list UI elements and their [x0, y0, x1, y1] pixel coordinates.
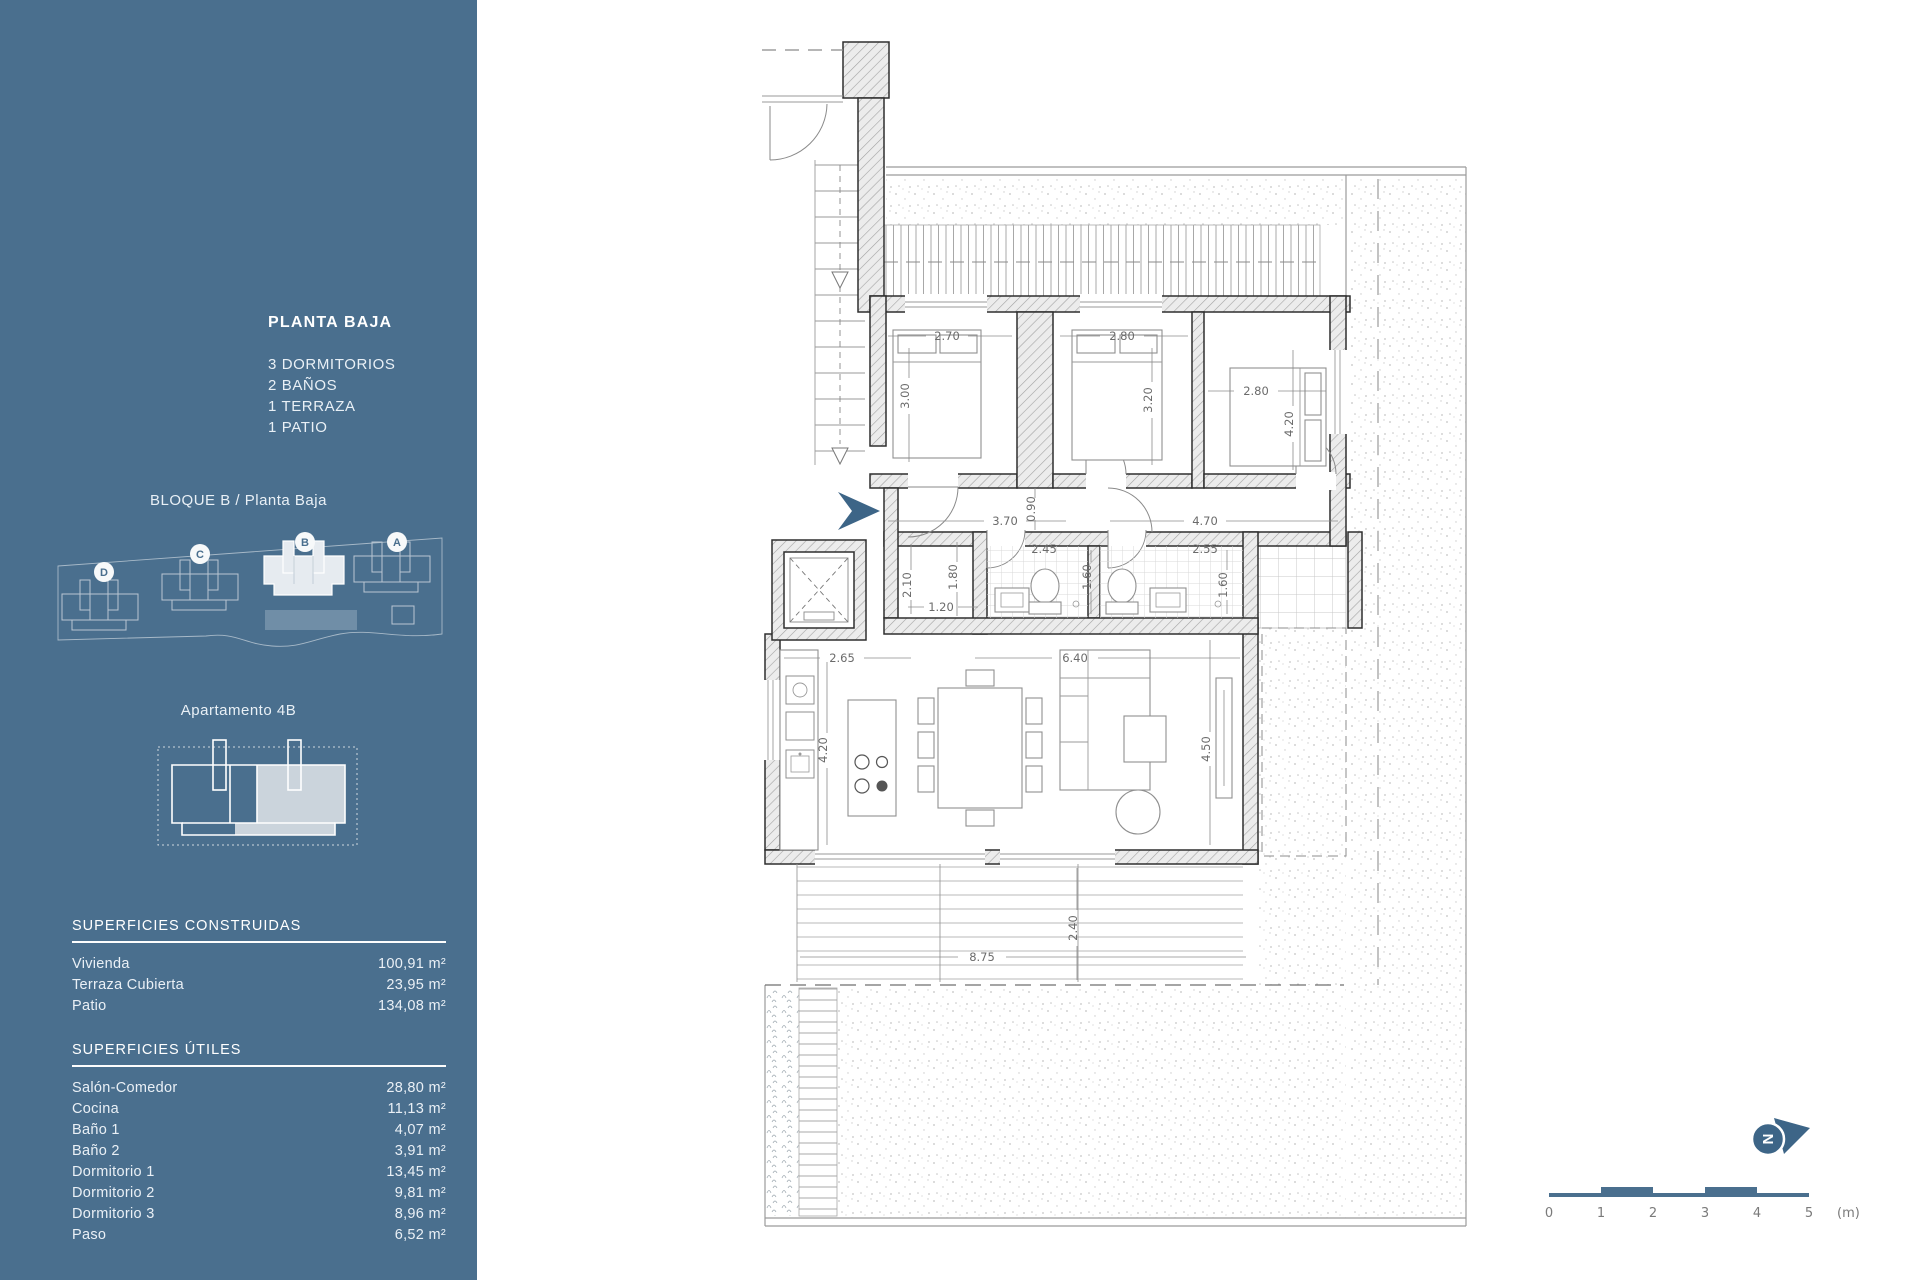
row-label: Salón-Comedor — [72, 1080, 178, 1096]
elevator — [772, 540, 866, 640]
dim-living-width: 6.40 — [1062, 651, 1088, 665]
feature-bedrooms: 3 DORMITORIOS — [268, 356, 396, 373]
row-label: Baño 2 — [72, 1143, 120, 1159]
scale-tick-1: 1 — [1596, 1206, 1606, 1221]
row-label: Vivienda — [72, 956, 130, 972]
chair-icon — [1026, 698, 1042, 724]
scale-tick-4: 4 — [1752, 1206, 1762, 1221]
chair-icon — [918, 732, 934, 758]
dining-area — [918, 670, 1042, 826]
dim-terrace-height: 2.40 — [1066, 915, 1080, 941]
row-value: 23,95 m² — [386, 977, 446, 993]
wall-west-upper — [870, 296, 886, 446]
wall-living-east — [1243, 532, 1258, 864]
dim-bath-wall: 1.80 — [946, 564, 960, 590]
covered-terrace — [765, 864, 1344, 985]
table-row — [72, 954, 446, 975]
dim-hall-right: 4.70 — [1192, 514, 1218, 528]
row-value: 9,81 m² — [394, 1185, 446, 1201]
scale-unit: (m) — [1837, 1206, 1860, 1221]
dim-terrace-width: 8.75 — [969, 950, 995, 964]
deck-floor — [797, 864, 1243, 982]
row-label: Dormitorio 2 — [72, 1185, 155, 1201]
badge-letter-c: C — [196, 549, 204, 561]
sink-icon — [1150, 588, 1186, 612]
chair-icon — [918, 698, 934, 724]
stair-direction-arrow — [832, 448, 848, 464]
dim-bed2-height: 3.20 — [1141, 387, 1155, 413]
row-label: Patio — [72, 998, 107, 1014]
table-row — [72, 975, 446, 996]
apartment-diagram — [0, 733, 477, 858]
site-mini-map — [0, 528, 477, 668]
feature-patio: 1 PATIO — [268, 419, 328, 436]
table-row — [72, 1099, 446, 1120]
badge-letter-d: D — [100, 567, 108, 579]
apartment-label: Apartamento 4B — [180, 702, 297, 719]
row-label: Cocina — [72, 1101, 119, 1117]
toilet-icon — [1108, 569, 1136, 603]
feature-bathrooms: 2 BAÑOS — [268, 377, 338, 394]
site-small-structure — [392, 606, 414, 624]
dim-bath1-height: 1.60 — [1080, 564, 1094, 590]
table-row — [72, 1120, 446, 1141]
site-pool — [265, 610, 357, 630]
dim-bath1-width: 2.45 — [1031, 542, 1057, 556]
row-label: Terraza Cubierta — [72, 977, 184, 993]
north-arrow-icon — [1752, 1118, 1810, 1155]
row-label: Paso — [72, 1227, 107, 1243]
built-areas-section — [72, 918, 446, 1017]
feature-list — [268, 354, 396, 438]
scale-tick-2: 2 — [1648, 1206, 1658, 1221]
hall-door — [1108, 488, 1152, 532]
chair-icon — [966, 810, 994, 826]
dim-bed1-height: 3.00 — [898, 383, 912, 409]
wall-bath-south — [884, 618, 1258, 634]
row-value: 3,91 m² — [394, 1143, 446, 1159]
site-block-d — [62, 580, 138, 630]
useful-areas-title: SUPERFICIES ÚTILES — [72, 1042, 446, 1067]
badge-letter-a: A — [393, 537, 401, 549]
row-label: Baño 1 — [72, 1122, 120, 1138]
site-badges — [94, 532, 407, 582]
wall-vestibule-west — [884, 488, 898, 618]
kitchen-island — [848, 700, 896, 816]
entry-door — [908, 487, 958, 537]
dim-bath2-width: 2.55 — [1192, 542, 1218, 556]
table-row — [72, 1225, 446, 1246]
row-label: Dormitorio 1 — [72, 1164, 155, 1180]
table-row — [72, 1183, 446, 1204]
sink-icon — [995, 588, 1029, 612]
dim-kitchen-width: 2.65 — [829, 651, 855, 665]
dim-living-height: 4.50 — [1199, 736, 1213, 762]
dim-hall-left: 3.70 — [992, 514, 1018, 528]
coffee-table — [1124, 716, 1166, 762]
pergola — [862, 225, 1320, 300]
useful-areas-section — [72, 1042, 446, 1246]
row-value: 6,52 m² — [394, 1227, 446, 1243]
unit-highlight-terrace — [235, 823, 335, 835]
dim-bed3-height: 4.20 — [1282, 411, 1296, 437]
table-row — [72, 1141, 446, 1162]
dim-kitchen-height: 4.20 — [816, 737, 830, 763]
side-terrace-steps — [1258, 540, 1346, 628]
wall-bed2-bed3 — [1192, 312, 1204, 488]
pouf-icon — [1116, 790, 1160, 834]
table-row — [72, 996, 446, 1017]
wall-east-mid — [1348, 532, 1362, 628]
scale-bar — [1545, 1187, 1860, 1221]
dining-table — [938, 688, 1022, 808]
row-value: 28,80 m² — [386, 1080, 446, 1096]
built-areas-title: SUPERFICIES CONSTRUIDAS — [72, 918, 446, 943]
table-row — [72, 1078, 446, 1099]
entry-arrow-icon — [838, 492, 880, 530]
bathroom-1 — [987, 546, 1088, 618]
dim-vestibule-width: 1.20 — [928, 600, 954, 614]
dim-hall-width: 0.90 — [1024, 496, 1038, 522]
feature-terrace: 1 TERRAZA — [268, 398, 356, 415]
wall-closet-bed1-bed2 — [1017, 312, 1053, 488]
scale-tick-3: 3 — [1700, 1206, 1710, 1221]
page-title: PLANTA BAJA — [268, 314, 393, 331]
badge-letter-b: B — [301, 537, 309, 549]
row-value: 134,08 m² — [378, 998, 446, 1014]
floor-plan — [477, 0, 1920, 1280]
row-value: 8,96 m² — [394, 1206, 446, 1222]
sidebar — [0, 0, 477, 1280]
table-row — [72, 1162, 446, 1183]
dim-bath2-height: 1.60 — [1216, 572, 1230, 598]
chair-icon — [1026, 732, 1042, 758]
dim-bed3-width: 2.80 — [1243, 384, 1269, 398]
chair-icon — [918, 766, 934, 792]
north-letter: N — [1759, 1133, 1776, 1145]
scale-tick-5: 5 — [1804, 1206, 1814, 1221]
toilet-icon — [1031, 569, 1059, 603]
row-value: 13,45 m² — [386, 1164, 446, 1180]
row-value: 4,07 m² — [394, 1122, 446, 1138]
row-value: 100,91 m² — [378, 956, 446, 972]
dim-bed1-width: 2.70 — [934, 329, 960, 343]
block-label: BLOQUE B / Planta Baja — [150, 492, 327, 509]
path-strip — [799, 988, 837, 1216]
row-value: 11,13 m² — [387, 1101, 446, 1117]
bedroom-3 — [1230, 368, 1326, 466]
site-block-c — [162, 560, 238, 610]
row-label: Dormitorio 3 — [72, 1206, 155, 1222]
stair-direction-arrow — [832, 272, 848, 288]
scale-tick-0: 0 — [1544, 1206, 1554, 1221]
dim-vestibule-height: 2.10 — [900, 572, 914, 598]
chair-icon — [966, 670, 994, 686]
chair-icon — [1026, 766, 1042, 792]
party-wall — [762, 42, 889, 312]
dim-bed2-width: 2.80 — [1109, 329, 1135, 343]
kitchen — [780, 650, 896, 850]
table-row — [72, 1204, 446, 1225]
planting-strip — [765, 988, 799, 1216]
